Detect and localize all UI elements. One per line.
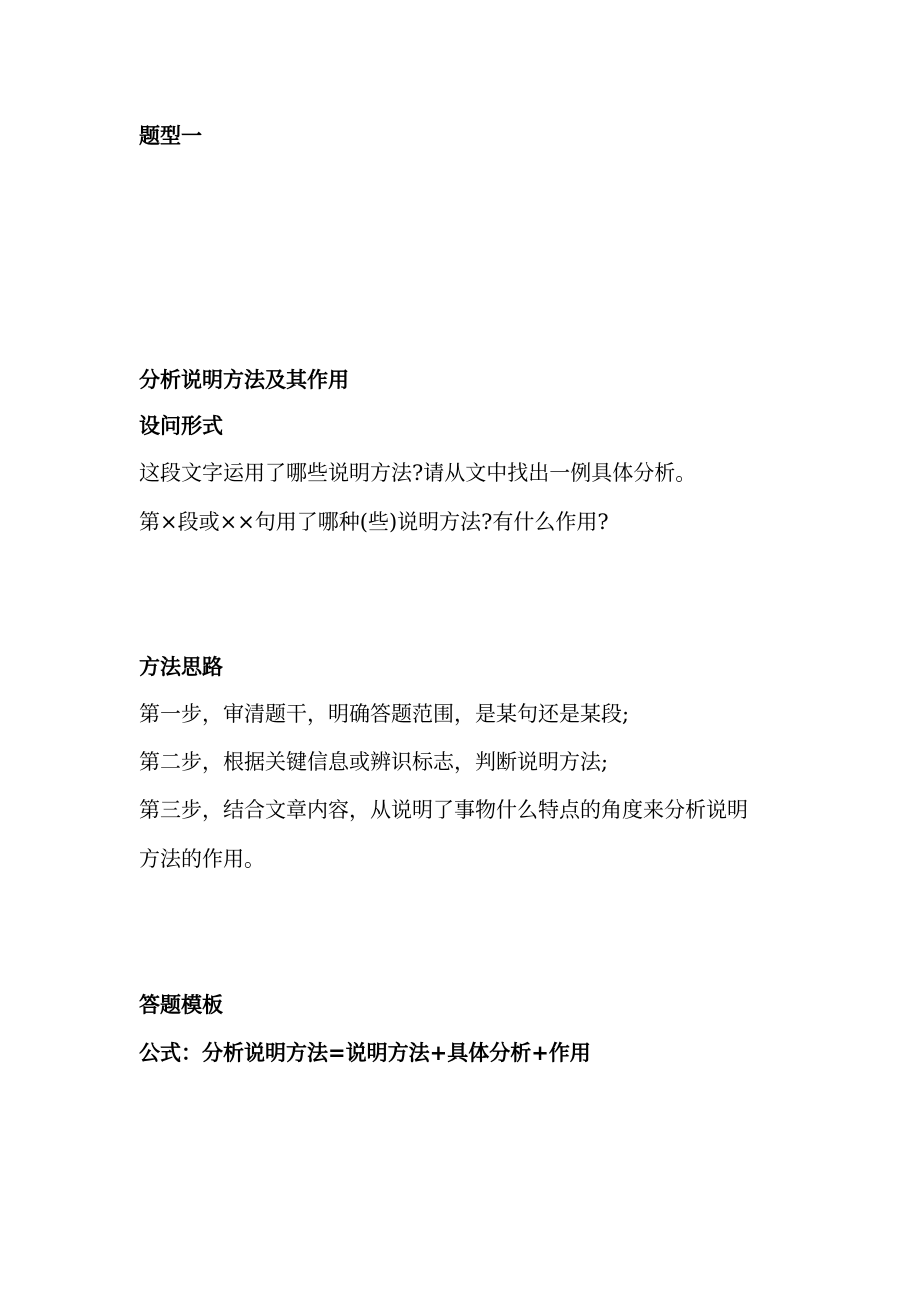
section-title: 题型一	[139, 124, 202, 148]
question-form-line-1: 这段文字运用了哪些说明方法?请从文中找出一例具体分析。	[139, 461, 697, 485]
template-heading: 答题模板	[139, 993, 223, 1017]
method-step-1: 第一步，审清题干，明确答题范围，是某句还是某段;	[139, 702, 630, 726]
topic-heading: 分析说明方法及其作用	[139, 368, 349, 392]
method-heading: 方法思路	[139, 655, 223, 679]
method-step-3: 第三步，结合文章内容，从说明了事物什么特点的角度来分析说明	[139, 798, 748, 822]
method-step-2: 第二步，根据关键信息或辨识标志，判断说明方法;	[139, 750, 609, 774]
question-form-heading: 设问形式	[139, 414, 223, 438]
method-step-3-cont: 方法的作用。	[139, 847, 265, 871]
template-formula: 公式：分析说明方法=说明方法+具体分析+作用	[139, 1041, 591, 1065]
question-form-line-2: 第×段或××句用了哪种(些)说明方法?有什么作用?	[139, 510, 609, 534]
